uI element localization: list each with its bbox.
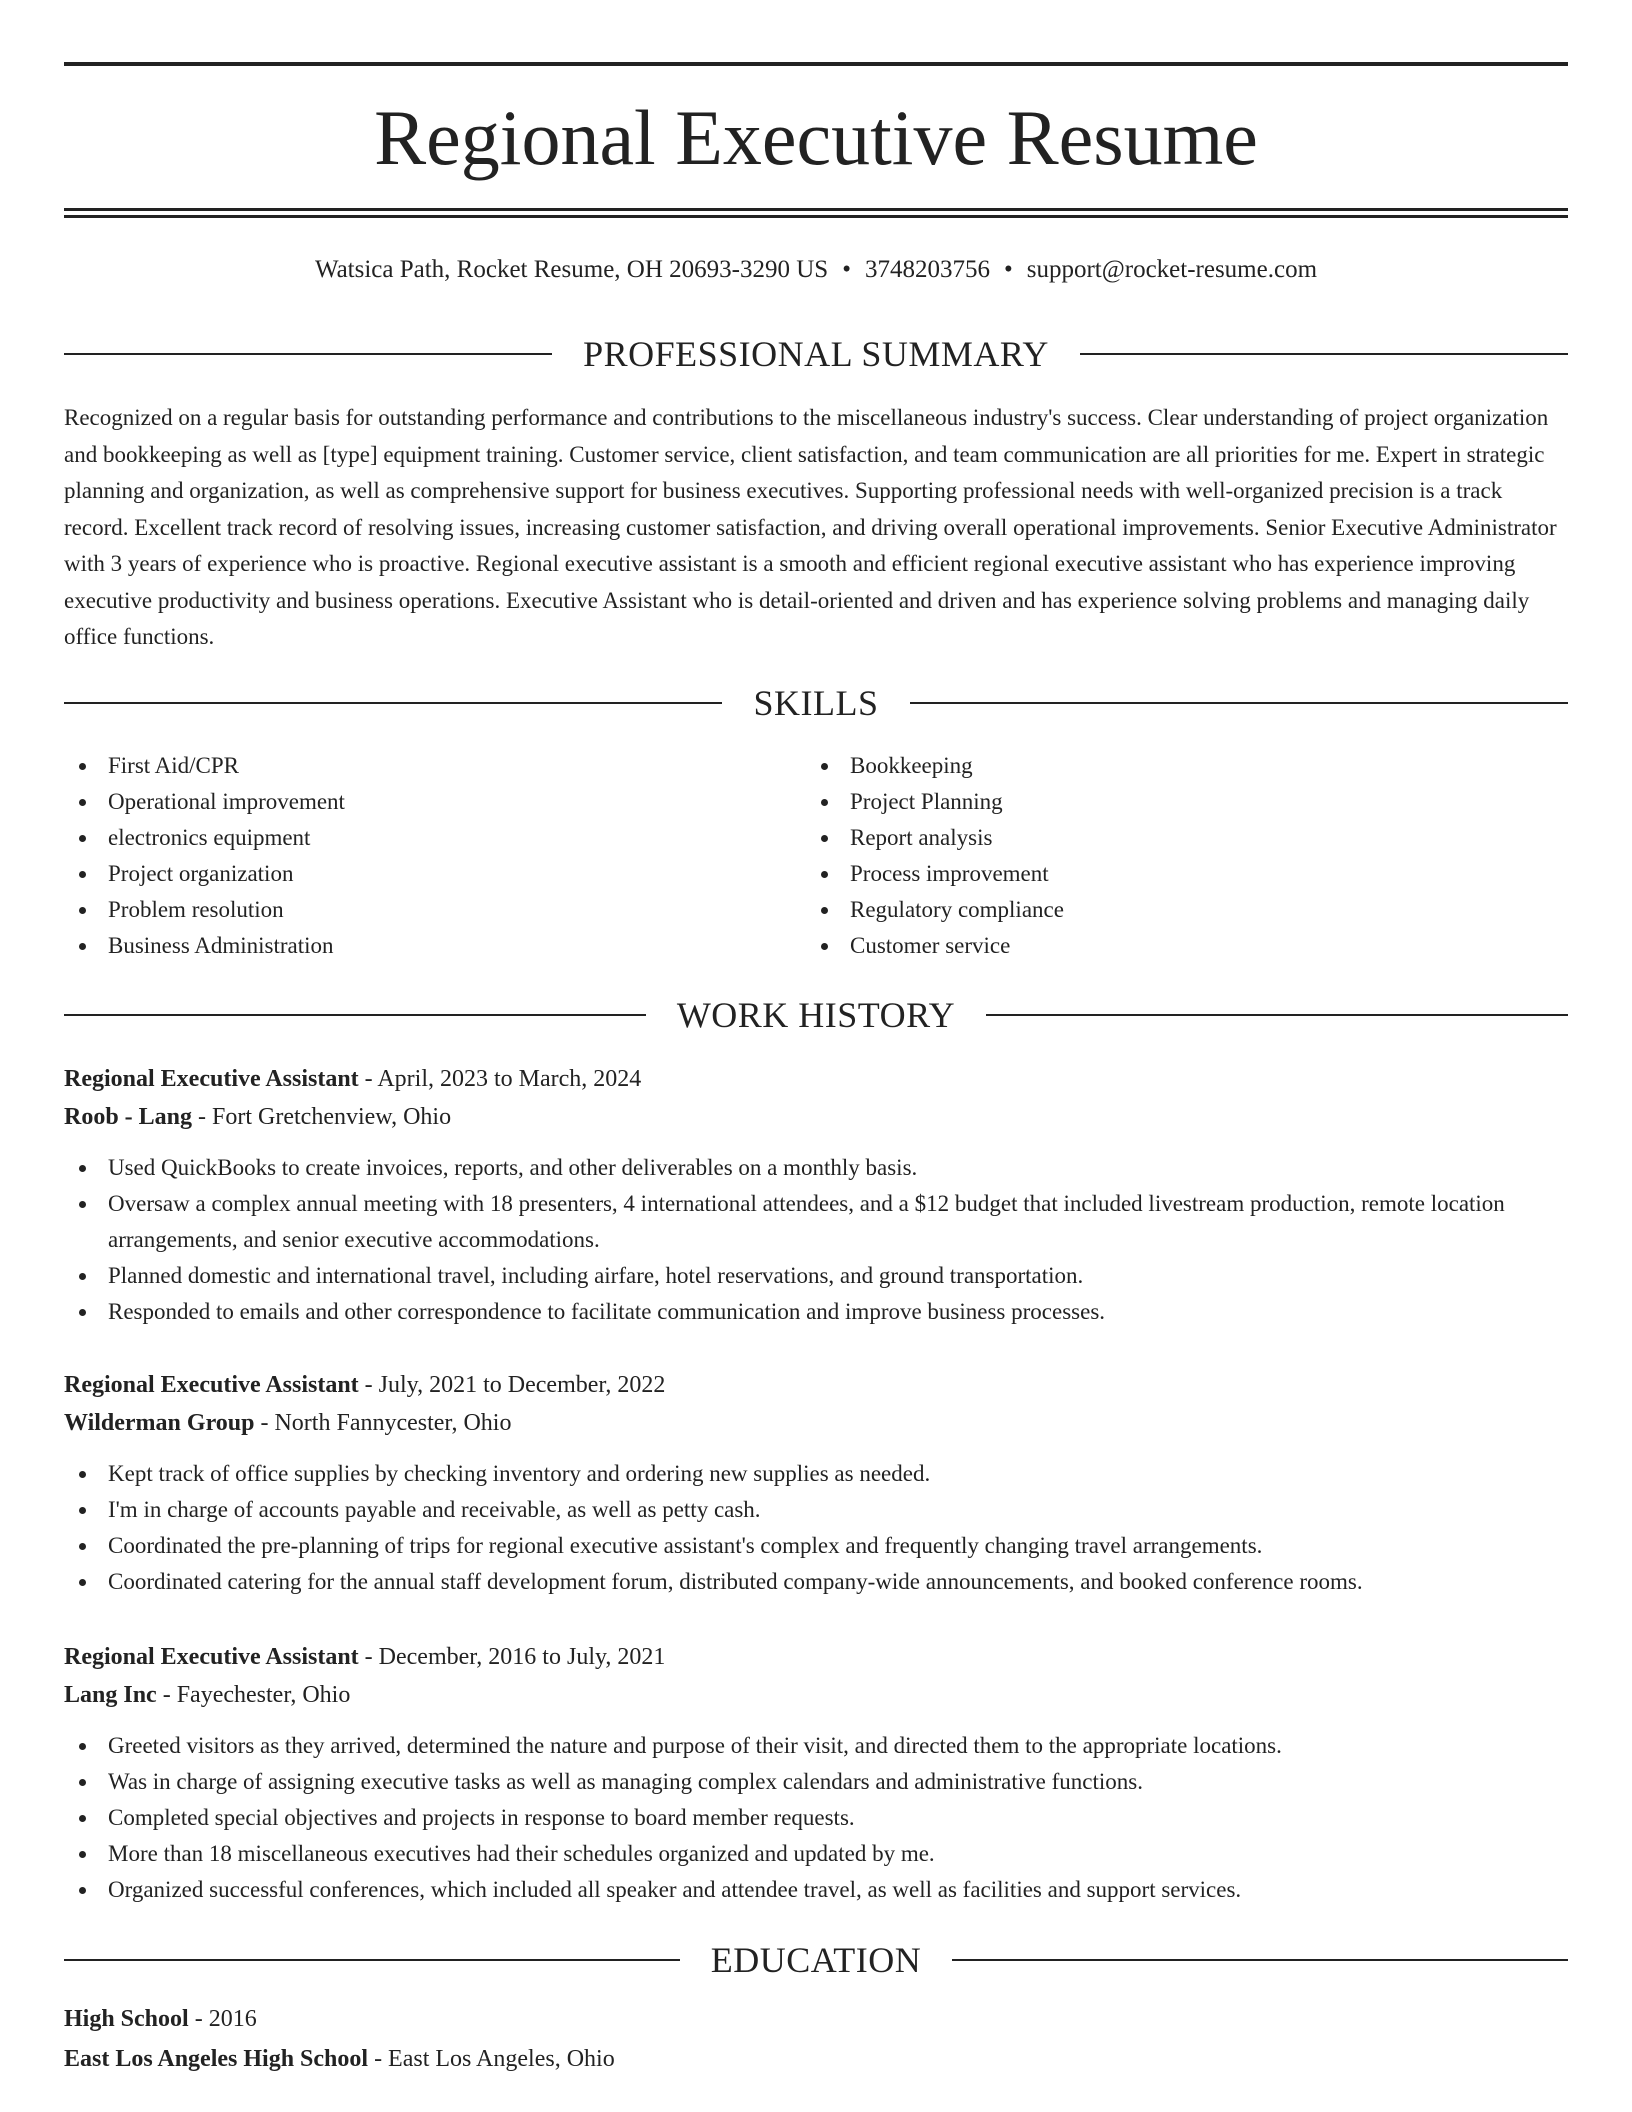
skill-item: Project organization: [64, 856, 804, 892]
job-entry: [64, 1366, 1568, 1600]
skill-item: Customer service: [806, 928, 1566, 964]
job-bullet: Oversaw a complex annual meeting with 18 presenters, 4 international attendees, and a $12 budget that included livestream production, remote location arrangements, and senior executive accommodations.: [64, 1186, 1568, 1258]
contact-address: Watsica Path, Rocket Resume, OH 20693-3290 US: [314, 256, 829, 283]
job-title: Regional Executive Assistant: [64, 1066, 359, 1092]
job-company-line: [64, 1676, 1568, 1714]
job-location: - Fort Gretchenview, Ohio: [192, 1104, 452, 1130]
job-bullet: Completed special objectives and projects in response to board member requests.: [64, 1800, 1568, 1836]
job-bullet: Was in charge of assigning executive tasks as well as managing complex calendars and administrative functions.: [64, 1764, 1568, 1800]
job-bullet: Coordinated catering for the annual staff development forum, distributed company-wide announcements, and booked conference rooms.: [64, 1564, 1568, 1600]
contact-email: support@rocket-resume.com: [1026, 256, 1318, 283]
section-header-education: [64, 1940, 1568, 1980]
job-bullet: Kept track of office supplies by checking inventory and ordering new supplies as needed.: [64, 1456, 1568, 1492]
summary-paragraph: Recognized on a regular basis for outstanding performance and contributions to the miscellaneous industry's success. Clear understanding of project organization and bookkeeping as well as [type] equipment training. Customer service, client satisfaction, and team communication are all priorities for me. Expert in strategic planning and organization, as well as comprehensive support for business executives. Supporting professional needs with well-organized precision is a track record. Excellent track record of resolving issues, increasing customer satisfaction, and driving overall operational improvements. Senior Executive Administrator with 3 years of experience who is proactive. Regional executive assistant is a smooth and efficient regional executive assistant who has experience improving executive productivity and business operations. Executive Assistant who is detail-oriented and driven and has experience solving problems and managing daily office functions.: [64, 405, 1557, 649]
job-company: Roob - Lang: [64, 1104, 193, 1130]
job-bullet: Used QuickBooks to create invoices, reports, and other deliverables on a monthly basis.: [64, 1150, 1568, 1186]
section-title-text: PROFESSIONAL SUMMARY: [553, 334, 1079, 374]
skill-item: Process improvement: [806, 856, 1566, 892]
skill-item: Problem resolution: [64, 892, 804, 928]
skill-item: Business Administration: [64, 928, 804, 964]
section-title-text: EDUCATION: [681, 1940, 951, 1980]
contact-line: [64, 254, 1568, 286]
job-bullets: [64, 1456, 1568, 1600]
job-company-line: [64, 1404, 1568, 1442]
job-bullet: Responded to emails and other correspondence to facilitate communication and improve business processes.: [64, 1294, 1568, 1330]
education-school: East Los Angeles High School: [64, 2046, 369, 2072]
contact-phone: 3748203756: [864, 256, 990, 283]
job-title-line: [64, 1638, 1568, 1676]
job-entry: [64, 1638, 1568, 1908]
skills-list-left: [64, 748, 804, 964]
job-title: Regional Executive Assistant: [64, 1372, 359, 1398]
education-degree: High School: [64, 2006, 189, 2032]
education-degree-line: [64, 1999, 1568, 2039]
contact-separator: •: [1003, 256, 1013, 283]
job-bullet: Organized successful conferences, which included all speaker and attendee travel, as well as facilities and support services.: [64, 1872, 1568, 1908]
section-title-text: WORK HISTORY: [647, 995, 985, 1035]
job-company: Lang Inc: [64, 1682, 157, 1708]
job-bullet: More than 18 miscellaneous executives had their schedules organized and updated by me.: [64, 1836, 1568, 1872]
header-top-rule: [64, 62, 1568, 66]
skills-list-right: [806, 748, 1566, 964]
skill-item: Report analysis: [806, 820, 1566, 856]
section-title-text: SKILLS: [723, 683, 908, 723]
job-dates: - July, 2021 to December, 2022: [358, 1372, 666, 1398]
job-location: - North Fannycester, Ohio: [254, 1410, 512, 1436]
job-title-line: [64, 1366, 1568, 1404]
section-title: [64, 1940, 1568, 1980]
education-year: - 2016: [188, 2006, 257, 2032]
skill-item: Bookkeeping: [806, 748, 1566, 784]
job-company: Wilderman Group: [64, 1410, 255, 1436]
job-bullet: Coordinated the pre-planning of trips for regional executive assistant's complex and frequently changing travel arrangements.: [64, 1528, 1568, 1564]
page-title: Regional Executive Resume: [374, 94, 1258, 181]
skill-item: Operational improvement: [64, 784, 804, 820]
section-title: [64, 334, 1568, 374]
job-entry: [64, 1060, 1568, 1330]
job-location: - Fayechester, Ohio: [156, 1682, 351, 1708]
education-entry: [64, 1999, 1568, 2079]
skill-item: Regulatory compliance: [806, 892, 1566, 928]
job-dates: - December, 2016 to July, 2021: [358, 1644, 666, 1670]
section-header-skills: [64, 683, 1568, 723]
contact-separator: •: [842, 256, 851, 283]
job-bullets: [64, 1728, 1568, 1908]
section-header-summary: [64, 334, 1568, 374]
section-title: [64, 683, 1568, 723]
skill-item: electronics equipment: [64, 820, 804, 856]
job-title: Regional Executive Assistant: [64, 1644, 359, 1670]
job-bullets: [64, 1150, 1568, 1330]
section-title: [64, 995, 1568, 1035]
job-bullet: Greeted visitors as they arrived, determined the nature and purpose of their visit, and directed them to the appropriate locations.: [64, 1728, 1568, 1764]
section-header-work: [64, 995, 1568, 1035]
job-title-line: [64, 1060, 1568, 1098]
education-school-line: [64, 2039, 1568, 2079]
skill-item: Project Planning: [806, 784, 1566, 820]
job-bullet: I'm in charge of accounts payable and receivable, as well as petty cash.: [64, 1492, 1568, 1528]
header-double-rule: [64, 208, 1568, 218]
job-company-line: [64, 1098, 1568, 1136]
job-bullet: Planned domestic and international travel, including airfare, hotel reservations, and ground transportation.: [64, 1258, 1568, 1294]
education-location: - East Los Angeles, Ohio: [368, 2046, 615, 2072]
skill-item: First Aid/CPR: [64, 748, 804, 784]
job-dates: - April, 2023 to March, 2024: [358, 1066, 642, 1092]
